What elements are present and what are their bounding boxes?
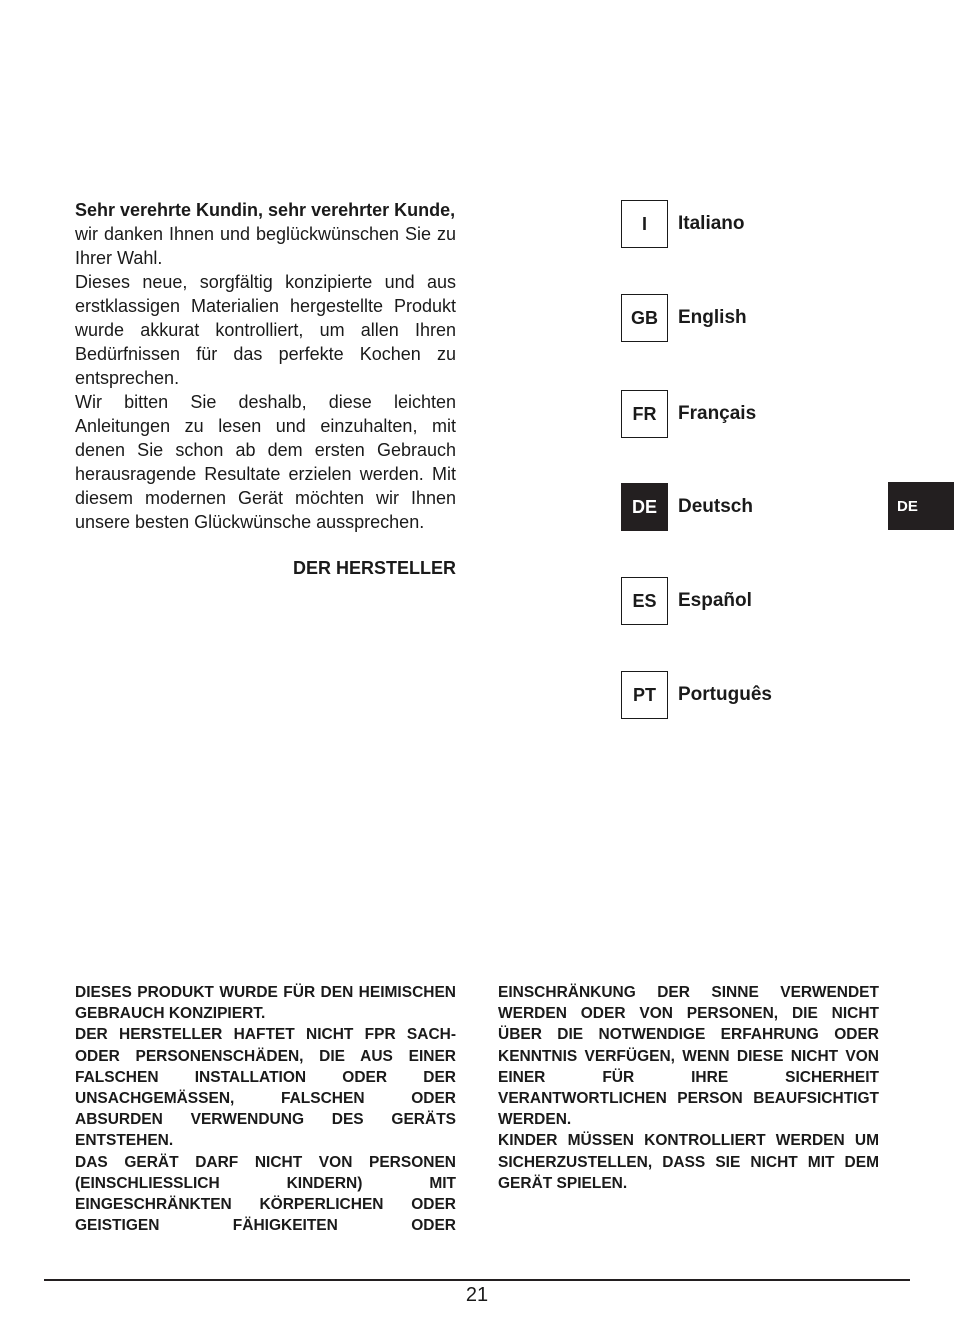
safety-warning-right [498,982,879,1194]
language-name: Português [678,684,772,705]
language-name: English [678,307,747,328]
language-name: Español [678,590,752,611]
language-code-badge: FR [621,390,668,438]
intro-paragraph: Wir bitten Sie deshalb, diese leichten Anleitungen zu lesen und einzuhalten, mit denen Sie schon ab dem ersten Gebrauch herausragende Resultate erzielen werden. Mit diesem modernen Gerät möchten wir Ihnen unsere besten Glückwünsche aussprechen. [75,392,456,532]
language-code-badge: PT [621,671,668,719]
language-code-badge: ES [621,577,668,625]
language-name: Italiano [678,213,745,234]
greeting: Sehr verehrte Kundin, sehr verehrter Kunde, [75,200,456,220]
section-tab-de: DE [888,482,954,530]
language-item-portugues[interactable] [621,671,772,719]
language-item-francais[interactable] [621,390,756,438]
language-item-espanol[interactable] [621,577,752,625]
warning-paragraph: KINDER MÜSSEN KONTROLLIERT WERDEN UM SICHERZUSTELLEN, DASS SIE NICHT MIT DEM GERÄT SPIELEN. [498,1132,879,1192]
language-code-badge-active: DE [621,483,668,531]
language-code-badge: I [621,200,668,248]
intro-paragraph: wir danken Ihnen und beglückwünschen Sie zu Ihrer Wahl. [75,224,456,268]
warning-paragraph: DIESES PRODUKT WURDE FÜR DEN HEIMISCHEN GEBRAUCH KONZIPIERT. [75,984,456,1023]
safety-warning-left [75,982,456,1236]
warning-paragraph: DAS GERÄT DARF NICHT VON PERSONEN (EINSCHLIESSLICH KINDERN) MIT EINGESCHRÄNKTEN KÖRPERLICHEN ODER GEISTIGEN FÄHIGKEITEN ODER [75,1153,456,1235]
language-name: Deutsch [678,496,753,517]
intro-text [75,198,456,580]
language-item-deutsch[interactable] [621,483,753,531]
manufacturer-signoff: DER HERSTELLER [292,558,456,578]
language-item-english[interactable] [621,294,747,342]
page-number: 21 [465,1284,489,1306]
warning-paragraph: EINSCHRÄNKUNG DER SINNE VERWENDET WERDEN ODER VON PERSONEN, DIE NICHT ÜBER DIE NOTWENDIGE ERFAHRUNG ODER KENNTNIS VERFÜGEN, WENN DIESE NICHT VON EINER FÜR IHRE SICHERHEIT VERANTWORTLICHEN PERSON BEAUFSICHTIGT WERDEN. [498,984,879,1129]
warning-paragraph: DER HERSTELLER HAFTET NICHT FPR SACH- ODER PERSONENSCHÄDEN, DIE AUS EINER FALSCHEN INSTALLATION ODER DER UNSACHGEMÄSSEN, FALSCHEN ODER ABSURDEN VERWENDUNG DES GERÄTS ENTSTEHEN. [75,1026,456,1150]
language-item-italiano[interactable] [621,200,745,248]
intro-paragraph: Dieses neue, sorgfältig konzipierte und aus erstklassigen Materialien hergestellte Produkt wurde akkurat kontrolliert, um allen Ihren Bedürfnissen für das perfekte Kochen zu entsprechen. [75,272,456,388]
language-code-badge: GB [621,294,668,342]
footer-divider [44,1279,910,1281]
language-name: Français [678,403,757,424]
